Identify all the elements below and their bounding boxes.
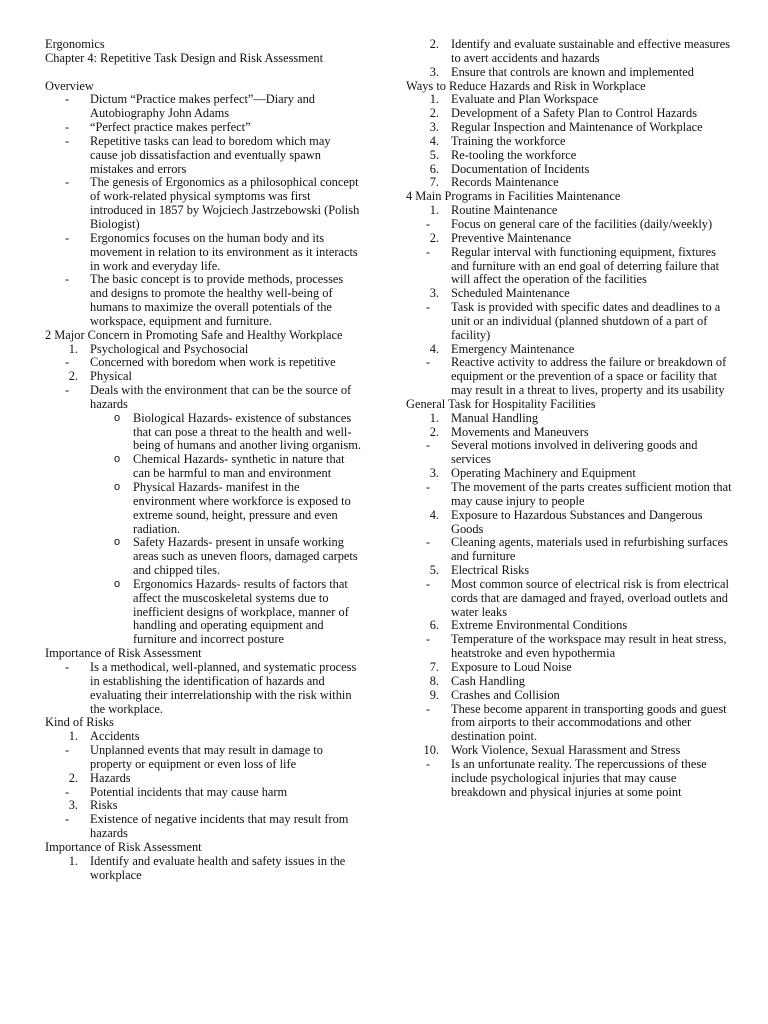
heading-text: Chapter 4: Repetitive Task Design and Risk Assessment (45, 50, 324, 65)
item-text: The genesis of Ergonomics as a philosophical concept of work-related physical symptoms was first introduced in 1857 by Wojciech Jastrzebowski (Polish Biologist) (90, 175, 360, 231)
item-text: Preventive Maintenance (451, 230, 572, 245)
list-item (406, 703, 732, 745)
item-text: Several motions involved in delivering goods and services (451, 438, 698, 467)
list-number: 4. (429, 507, 439, 522)
item-text: Electrical Risks (451, 563, 530, 578)
list-number: 2. (429, 424, 439, 439)
list-item (45, 176, 361, 231)
list-item (406, 619, 732, 633)
section-heading (406, 80, 732, 94)
bullet-dash: - (65, 92, 70, 107)
list-item (406, 93, 732, 107)
list-number: 8. (429, 673, 439, 688)
list-item (406, 356, 732, 398)
list-item (406, 744, 732, 758)
section-heading (45, 329, 361, 343)
list-number: 2. (429, 106, 439, 121)
item-text: Scheduled Maintenance (451, 286, 570, 301)
section-heading (45, 841, 361, 855)
bullet-dash: - (65, 355, 70, 370)
bullet-dash: - (65, 812, 70, 827)
item-text: Cash Handling (451, 673, 525, 688)
list-item (45, 786, 361, 800)
item-text: Biological Hazards- existence of substances that can pose a threat to the health and well-being of humans and another living organism. (133, 410, 361, 453)
list-item (406, 343, 732, 357)
list-number: 6. (429, 161, 439, 176)
item-text: “Perfect practice makes perfect” (90, 120, 251, 135)
bullet-dash: - (426, 244, 431, 259)
list-item (406, 38, 732, 66)
item-text: Reactive activity to address the failure or breakdown of equipment or the prevention of a space or facility that may result in a threat to lives, property and its usability (451, 355, 727, 398)
heading-text: Ways to Reduce Hazards and Risk in Workplace (406, 78, 646, 93)
item-text: Safety Hazards- present in unsafe working areas such as uneven floors, damaged carpets and chipped tiles. (133, 535, 358, 578)
item-text: Evaluate and Plan Workspace (451, 92, 599, 107)
list-number: 7. (429, 659, 439, 674)
list-item (45, 453, 361, 481)
list-item (406, 578, 732, 620)
item-text: Exposure to Hazardous Substances and Dangerous Goods (451, 507, 703, 536)
list-item (406, 121, 732, 135)
item-text: Deals with the environment that can be the source of hazards (90, 383, 352, 411)
bullet-dash: - (65, 784, 70, 799)
item-text: Identify and evaluate health and safety issues in the workplace (90, 853, 346, 882)
heading-text: 4 Main Programs in Facilities Maintenance (406, 189, 621, 204)
bullet-dash: - (426, 576, 431, 591)
list-number: 2. (429, 230, 439, 245)
item-text: Temperature of the workspace may result in heat stress, heatstroke and even hypothermia (451, 632, 727, 661)
bullet-circle: o (114, 411, 121, 424)
list-number: 1. (429, 203, 439, 218)
list-item (406, 204, 732, 218)
bullet-circle: o (114, 577, 121, 590)
section-heading (406, 398, 732, 412)
list-item (45, 93, 361, 121)
item-text: Hazards (90, 770, 131, 785)
bullet-dash: - (65, 175, 70, 190)
item-text: Work Violence, Sexual Harassment and Stress (451, 743, 681, 758)
list-item (45, 578, 361, 647)
bullet-dash: - (65, 272, 70, 287)
list-item (45, 370, 361, 384)
list-number: 5. (429, 147, 439, 162)
list-number: 10. (423, 743, 439, 758)
item-text: Re-tooling the workforce (451, 147, 577, 162)
heading-text: Ergonomics (45, 37, 105, 51)
list-item (45, 232, 361, 274)
list-number: 9. (429, 687, 439, 702)
bullet-dash: - (426, 701, 431, 716)
list-number: 5. (429, 563, 439, 578)
left-column (45, 38, 361, 882)
item-text: Accidents (90, 729, 140, 744)
list-item (45, 772, 361, 786)
bullet-dash: - (426, 216, 431, 231)
heading-text: 2 Major Concern in Promoting Safe and Healthy Workplace (45, 327, 343, 342)
list-item (45, 481, 361, 536)
item-text: Movements and Maneuvers (451, 424, 589, 439)
list-item (406, 232, 732, 246)
item-text: Exposure to Loud Noise (451, 659, 572, 674)
list-item (406, 675, 732, 689)
list-number: 1. (68, 853, 78, 868)
bullet-dash: - (65, 133, 70, 148)
list-item (406, 758, 732, 800)
item-text: Manual Handling (451, 410, 539, 425)
section-heading (406, 190, 732, 204)
bullet-dash: - (426, 756, 431, 771)
list-item (406, 218, 732, 232)
section-heading (45, 38, 361, 52)
item-text: Is a methodical, well-planned, and systematic process in establishing the identification of hazards and evaluating their interrelationship with the risk within the workplace. (90, 659, 357, 716)
heading-text: Importance of Risk Assessment (45, 646, 202, 661)
bullet-dash: - (426, 632, 431, 647)
list-item (45, 744, 361, 772)
list-number: 2. (429, 37, 439, 51)
bullet-dash: - (426, 438, 431, 453)
item-text: The basic concept is to provide methods, processes and designs to promote the healthy well-being of humans to maximize the overall potentials of the workspace, equipment and furniture. (90, 272, 344, 328)
bullet-circle: o (114, 481, 121, 493)
list-item (45, 273, 361, 328)
item-text: Records Maintenance (451, 175, 559, 190)
item-text: Is an unfortunate reality. The repercussions of these include psychological injuries that may cause breakdown and physical injuries at some point (451, 756, 707, 799)
list-item (45, 412, 361, 454)
list-item (406, 481, 732, 509)
item-text: Potential incidents that may cause harm (90, 784, 288, 799)
item-text: Documentation of Incidents (451, 161, 590, 176)
list-item (406, 176, 732, 190)
item-text: Ergonomics Hazards- results of factors that affect the muscoskeletal systems due to inefficient designs of workplace, manner of handling and operating equipment and furniture and incorrect posture (133, 576, 349, 647)
list-number: 3. (429, 120, 439, 135)
item-text: Extreme Environmental Conditions (451, 618, 628, 633)
item-text: Focus on general care of the facilities (daily/weekly) (451, 216, 713, 231)
item-text: Routine Maintenance (451, 203, 558, 218)
bullet-dash: - (65, 120, 70, 135)
list-number: 2. (68, 369, 78, 384)
item-text: Existence of negative incidents that may result from hazards (90, 812, 349, 841)
item-text: Training the workforce (451, 133, 566, 148)
list-number: 4. (429, 341, 439, 356)
list-item (45, 661, 361, 716)
list-item (45, 135, 361, 177)
item-text: Physical (90, 369, 132, 384)
list-number: 3. (429, 286, 439, 301)
item-text: These become apparent in transporting goods and guest from airports to their accommodations and other destination point. (451, 701, 727, 744)
list-item (45, 356, 361, 370)
bullet-dash: - (65, 383, 70, 398)
bullet-circle: o (114, 536, 121, 549)
list-item (406, 163, 732, 177)
item-text: Unplanned events that may result in damage to property or equipment or even loss of life (90, 743, 323, 771)
item-text: Dictum “Practice makes perfect”—Diary and Autobiography John Adams (90, 92, 315, 121)
list-item (45, 343, 361, 357)
list-item (45, 730, 361, 744)
list-item (45, 855, 361, 883)
list-number: 1. (68, 729, 78, 744)
bullet-circle: o (114, 453, 121, 466)
bullet-dash: - (426, 355, 431, 370)
item-text: Regular interval with functioning equipment, fixtures and furniture with an end goal of deterring failure that will affect the operation of the facilities (451, 244, 720, 287)
list-item (406, 467, 732, 481)
item-text: Regular Inspection and Maintenance of Workplace (451, 120, 703, 135)
heading-text: Importance of Risk Assessment (45, 839, 202, 854)
list-item (406, 149, 732, 163)
list-item (406, 412, 732, 426)
item-text: Chemical Hazards- synthetic in nature that can be harmful to man and environment (133, 452, 345, 481)
item-text: Development of a Safety Plan to Control Hazards (451, 106, 698, 121)
list-item (45, 799, 361, 813)
item-text: Cleaning agents, materials used in refurbishing surfaces and furniture (451, 535, 728, 564)
item-text: Most common source of electrical risk is from electrical cords that are damaged and frayed, overload outlets and water leaks (451, 576, 730, 619)
list-item (406, 135, 732, 149)
list-item (45, 121, 361, 135)
list-item (406, 564, 732, 578)
item-text: Operating Machinery and Equipment (451, 466, 636, 481)
list-number: 2. (68, 770, 78, 785)
list-item (406, 426, 732, 440)
list-item (406, 661, 732, 675)
heading-text: General Task for Hospitality Facilities (406, 396, 596, 411)
list-item (45, 384, 361, 412)
item-text: Ergonomics focuses on the human body and its movement in relation to its environment as it interacts in work and everyday life. (90, 230, 358, 273)
list-item (406, 536, 732, 564)
bullet-dash: - (426, 535, 431, 550)
item-text: Task is provided with specific dates and deadlines to a unit or an individual (planned shutdown of a part of facility) (451, 300, 721, 342)
list-item (406, 439, 732, 467)
section-heading (45, 716, 361, 730)
bullet-dash: - (65, 230, 70, 245)
list-item (406, 689, 732, 703)
section-heading (45, 52, 361, 66)
list-number: 1. (429, 92, 439, 107)
bullet-dash: - (426, 300, 431, 315)
item-text: Psychological and Psychosocial (90, 341, 249, 356)
list-number: 1. (68, 341, 78, 356)
list-number: 6. (429, 618, 439, 633)
list-item (406, 633, 732, 661)
list-number: 3. (429, 64, 439, 79)
bullet-dash: - (65, 659, 70, 674)
bullet-dash: - (426, 480, 431, 494)
section-heading (45, 80, 361, 94)
blank-line (45, 66, 361, 80)
list-number: 1. (429, 410, 439, 425)
list-item (406, 287, 732, 301)
list-number: 4. (429, 133, 439, 148)
list-item (406, 66, 732, 80)
bullet-dash: - (65, 743, 70, 758)
item-text: Crashes and Collision (451, 687, 560, 702)
item-text: Physical Hazards- manifest in the environment where workforce is exposed to extreme sound, height, pressure and even radiation. (133, 480, 351, 536)
list-item (406, 107, 732, 121)
heading-text: Overview (45, 78, 94, 93)
item-text: Ensure that controls are known and implemented (451, 64, 694, 79)
right-column (406, 38, 732, 799)
list-item (406, 246, 732, 288)
list-item (45, 536, 361, 578)
list-number: 3. (429, 466, 439, 481)
item-text: Risks (90, 798, 118, 813)
item-text: Identify and evaluate sustainable and effective measures to avert accidents and hazards (451, 37, 731, 65)
item-text: Concerned with boredom when work is repetitive (90, 355, 336, 370)
section-heading (45, 647, 361, 661)
list-item (406, 509, 732, 537)
heading-text: Kind of Risks (45, 715, 114, 730)
item-text: Repetitive tasks can lead to boredom which may cause job dissatisfaction and eventually spawn mistakes and errors (90, 133, 331, 176)
list-number: 7. (429, 175, 439, 190)
item-text: The movement of the parts creates sufficient motion that may cause injury to people (451, 480, 732, 508)
list-number: 3. (68, 798, 78, 813)
item-text: Emergency Maintenance (451, 341, 575, 356)
list-item (406, 301, 732, 343)
list-item (45, 813, 361, 841)
